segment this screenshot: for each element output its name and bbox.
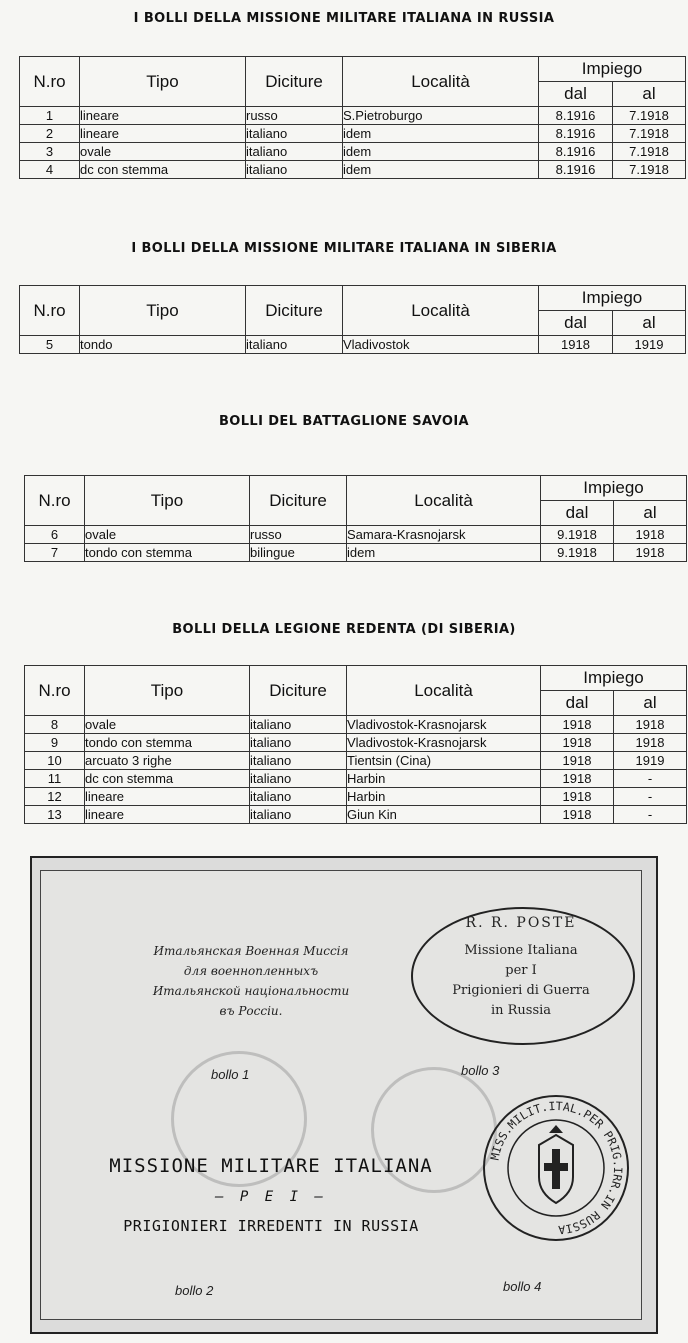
cell-dal: 9.1918	[541, 544, 614, 562]
section-title-legione: BOLLI DELLA LEGIONE REDENTA (DI SIBERIA)	[172, 622, 516, 637]
cell-tipo: lineare	[85, 806, 250, 824]
header-dal: dal	[541, 501, 614, 526]
stamps-table-siberia	[19, 285, 686, 354]
cell-localita: Vladivostok-Krasnojarsk	[347, 716, 541, 734]
section-title-russia: I BOLLI DELLA MISSIONE MILITARE ITALIANA IN RUSSIA	[133, 11, 555, 26]
cell-al: -	[614, 806, 687, 824]
cell-localita: Harbin	[347, 770, 541, 788]
cell-diciture: bilingue	[250, 544, 347, 562]
cell-tipo: arcuato 3 righe	[85, 752, 250, 770]
cell-nro: 3	[20, 143, 80, 161]
cell-dal: 1918	[541, 806, 614, 824]
cell-tipo: tondo con stemma	[85, 734, 250, 752]
bollo2-line3: PRIGIONIERI IRREDENTI IN RUSSIA	[123, 1217, 419, 1235]
cell-al: 1918	[614, 526, 687, 544]
cell-dal: 1918	[541, 734, 614, 752]
cell-dal: 1918	[539, 336, 613, 354]
section-title-siberia: I BOLLI DELLA MISSIONE MILITARE ITALIANA IN SIBERIA	[131, 241, 557, 256]
table-row	[20, 125, 686, 143]
cell-al: 1918	[614, 716, 687, 734]
oval-top-text: R. R. POSTE	[465, 915, 577, 931]
header-diciture: Diciture	[246, 286, 343, 336]
header-impiego: Impiego	[539, 286, 686, 311]
cell-dal: 1918	[541, 716, 614, 734]
header-nro: N.ro	[20, 57, 80, 107]
cell-tipo: tondo	[80, 336, 246, 354]
cyrillic-line: для военнопленныхъ	[183, 964, 319, 978]
header-al: al	[614, 501, 687, 526]
table-row	[20, 161, 686, 179]
illustration-frame	[40, 870, 642, 1320]
cell-dal: 8.1916	[539, 143, 613, 161]
header-diciture: Diciture	[250, 476, 347, 526]
cell-nro: 2	[20, 125, 80, 143]
cell-al: 7.1918	[613, 125, 686, 143]
cell-al: 7.1918	[613, 107, 686, 125]
cell-nro: 1	[20, 107, 80, 125]
cell-al: 1919	[613, 336, 686, 354]
label-bollo3: bollo 3	[461, 1063, 500, 1078]
cyrillic-line: Итальянской національности	[152, 984, 350, 998]
cell-nro: 6	[25, 526, 85, 544]
label-bollo4: bollo 4	[503, 1279, 542, 1294]
seal-ring-text: MISS.MILIT.ITAL.PER PRIG.IRR.IN RUSSIA	[487, 1098, 626, 1238]
cell-diciture: russo	[250, 526, 347, 544]
cell-tipo: lineare	[85, 788, 250, 806]
cell-nro: 10	[25, 752, 85, 770]
cyrillic-line: въ Россіи.	[219, 1004, 283, 1018]
cell-al: -	[614, 788, 687, 806]
label-bollo1: bollo 1	[211, 1067, 250, 1082]
header-nro: N.ro	[20, 286, 80, 336]
cell-diciture: italiano	[250, 788, 347, 806]
cell-diciture: italiano	[250, 752, 347, 770]
header-impiego: Impiego	[539, 57, 686, 82]
cell-nro: 11	[25, 770, 85, 788]
cell-al: -	[614, 770, 687, 788]
cell-al: 1918	[614, 734, 687, 752]
cell-tipo: lineare	[80, 107, 246, 125]
bollo1-cyrillic-block	[121, 941, 381, 1021]
table-row	[25, 752, 687, 770]
table-row	[25, 788, 687, 806]
header-al: al	[614, 691, 687, 716]
cell-localita: Giun Kin	[347, 806, 541, 824]
cell-tipo: ovale	[85, 716, 250, 734]
header-tipo: Tipo	[80, 57, 246, 107]
header-dal: dal	[541, 691, 614, 716]
oval-line: Missione Italiana	[464, 943, 578, 958]
cell-diciture: italiano	[250, 770, 347, 788]
cell-dal: 1918	[541, 752, 614, 770]
cell-tipo: lineare	[80, 125, 246, 143]
header-tipo: Tipo	[85, 666, 250, 716]
cell-diciture: italiano	[246, 161, 343, 179]
header-dal: dal	[539, 82, 613, 107]
header-localita: Località	[343, 57, 539, 107]
table-row	[25, 526, 687, 544]
oval-line: per I	[505, 963, 537, 978]
cell-dal: 1918	[541, 770, 614, 788]
cell-dal: 8.1916	[539, 107, 613, 125]
cell-nro: 8	[25, 716, 85, 734]
bollo2-line2: — P E I —	[215, 1189, 327, 1205]
header-nro: N.ro	[25, 476, 85, 526]
cell-nro: 5	[20, 336, 80, 354]
cell-diciture: russo	[246, 107, 343, 125]
header-localita: Località	[347, 666, 541, 716]
cell-tipo: ovale	[85, 526, 250, 544]
header-dal: dal	[539, 311, 613, 336]
stamps-table-savoia	[24, 475, 687, 562]
cell-dal: 8.1916	[539, 161, 613, 179]
header-diciture: Diciture	[246, 57, 343, 107]
cell-al: 1919	[614, 752, 687, 770]
header-impiego: Impiego	[541, 476, 687, 501]
cell-localita: idem	[347, 544, 541, 562]
stamps-table-legione	[24, 665, 687, 824]
bollo4-seal	[481, 1093, 631, 1243]
cell-tipo: ovale	[80, 143, 246, 161]
stamps-table-russia	[19, 56, 686, 179]
bollo2-line1: MISSIONE MILITARE ITALIANA	[109, 1155, 433, 1177]
cell-nro: 9	[25, 734, 85, 752]
cell-diciture: italiano	[246, 125, 343, 143]
stamps-illustration	[30, 856, 658, 1334]
cell-diciture: italiano	[246, 336, 343, 354]
cell-tipo: dc con stemma	[85, 770, 250, 788]
cell-diciture: italiano	[246, 143, 343, 161]
shield-icon	[539, 1125, 573, 1203]
table-row	[20, 336, 686, 354]
cell-nro: 4	[20, 161, 80, 179]
header-tipo: Tipo	[85, 476, 250, 526]
header-localita: Località	[347, 476, 541, 526]
table-row	[25, 716, 687, 734]
cell-localita: Tientsin (Cina)	[347, 752, 541, 770]
cell-diciture: italiano	[250, 806, 347, 824]
cell-al: 7.1918	[613, 143, 686, 161]
cell-dal: 8.1916	[539, 125, 613, 143]
cell-nro: 13	[25, 806, 85, 824]
table-row	[25, 806, 687, 824]
label-bollo2: bollo 2	[175, 1283, 214, 1298]
cell-dal: 9.1918	[541, 526, 614, 544]
cell-al: 7.1918	[613, 161, 686, 179]
header-impiego: Impiego	[541, 666, 687, 691]
table-row	[25, 770, 687, 788]
header-diciture: Diciture	[250, 666, 347, 716]
oval-line: Prigionieri di Guerra	[452, 983, 590, 998]
cell-diciture: italiano	[250, 716, 347, 734]
header-tipo: Tipo	[80, 286, 246, 336]
table-row	[20, 107, 686, 125]
cell-localita: idem	[343, 161, 539, 179]
cell-al: 1918	[614, 544, 687, 562]
header-al: al	[613, 82, 686, 107]
table-row	[25, 544, 687, 562]
cyrillic-line: Итальянская Военная Миссія	[153, 944, 349, 958]
section-title-savoia: BOLLI DEL BATTAGLIONE SAVOIA	[218, 414, 470, 429]
cell-tipo: tondo con stemma	[85, 544, 250, 562]
table-row	[20, 143, 686, 161]
cell-localita: idem	[343, 143, 539, 161]
header-localita: Località	[343, 286, 539, 336]
cell-localita: Samara-Krasnojarsk	[347, 526, 541, 544]
cell-localita: S.Pietroburgo	[343, 107, 539, 125]
cell-localita: idem	[343, 125, 539, 143]
cell-nro: 12	[25, 788, 85, 806]
cell-localita: Vladivostok	[343, 336, 539, 354]
cell-tipo: dc con stemma	[80, 161, 246, 179]
cell-dal: 1918	[541, 788, 614, 806]
header-al: al	[613, 311, 686, 336]
cell-nro: 7	[25, 544, 85, 562]
table-row	[25, 734, 687, 752]
header-nro: N.ro	[25, 666, 85, 716]
cell-localita: Vladivostok-Krasnojarsk	[347, 734, 541, 752]
cell-localita: Harbin	[347, 788, 541, 806]
cell-diciture: italiano	[250, 734, 347, 752]
oval-line: in Russia	[490, 1003, 552, 1018]
